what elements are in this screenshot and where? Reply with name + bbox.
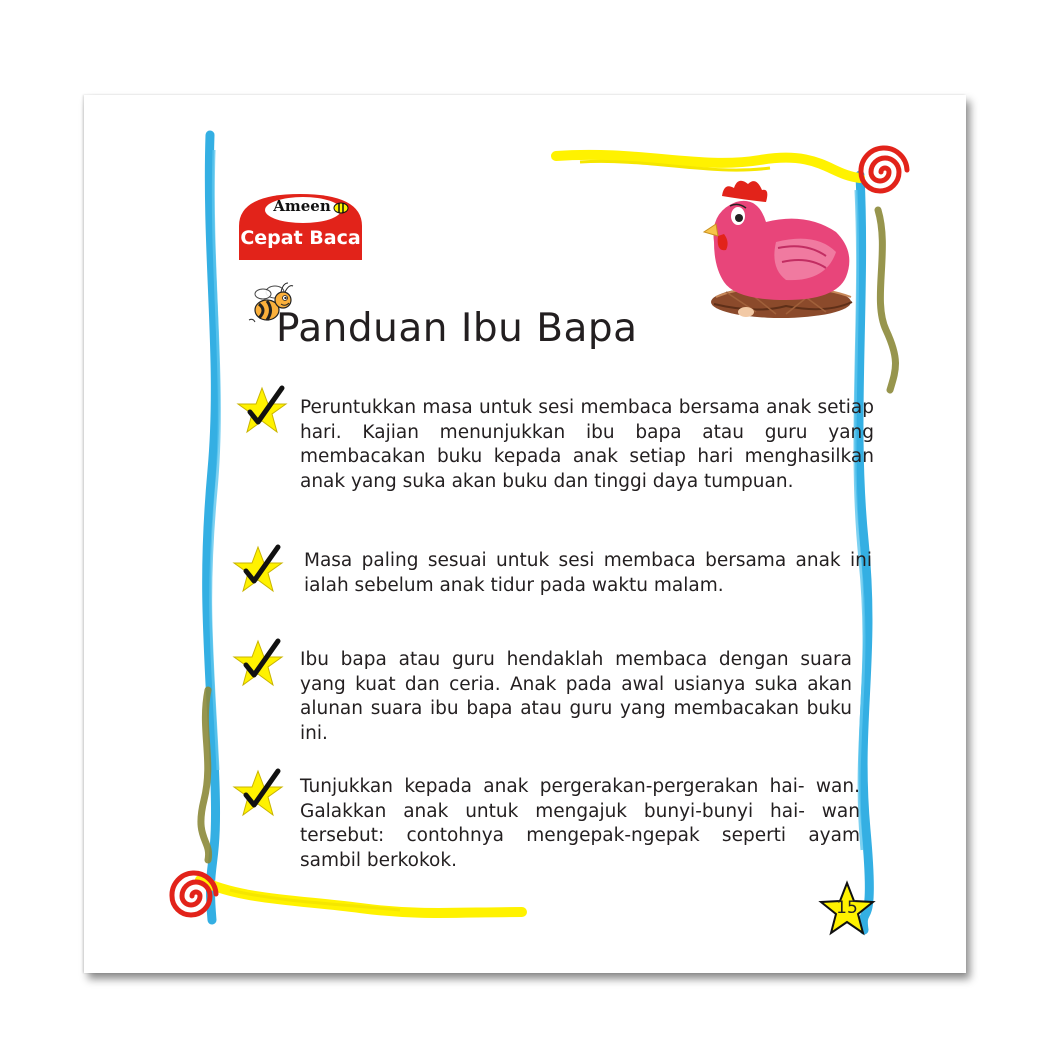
star-check-icon <box>232 541 288 597</box>
page-number-badge <box>818 880 876 938</box>
page-number: 15 <box>836 898 858 918</box>
spiral-icon-top-right <box>861 148 907 191</box>
right-olive-crayon-line <box>878 210 896 390</box>
star-check-icon <box>232 635 288 691</box>
left-olive-crayon-line <box>201 690 209 860</box>
bottom-yellow-crayon-line <box>200 880 522 913</box>
star-check-icon <box>232 765 288 821</box>
logo-brand: Ameen <box>273 197 331 215</box>
hen-illustration <box>686 172 860 332</box>
logo-series: Cepat Baca <box>240 227 361 249</box>
guide-item-3: Ibu bapa atau guru hendaklah membaca dengan suara yang kuat dan ceria. Anak pada awal usianya suka akan alunan suara ibu bapa atau guru yang membacakan buku ini. <box>300 649 852 744</box>
page-title: Panduan Ibu Bapa <box>276 306 638 351</box>
guide-item-1: Peruntukkan masa untuk sesi membaca bersama anak setiap hari. Kajian menunjukkan ibu bapa atau guru yang membacakan buku kepada anak setiap hari menghasilkan anak yang suka akan buku dan tinggi daya tumpuan. <box>300 397 874 492</box>
ameen-cepat-baca-logo <box>233 190 368 266</box>
guide-item-4: Tunjukkan kepada anak pergerakan-pergerakan hai- wan. Galakkan anak untuk mengajuk bunyi-bunyi hai- wan tersebut: contohnya mengepak-ngepak seperti ayam sambil berkokok. <box>300 776 860 871</box>
guide-item-2: Masa paling sesuai untuk sesi membaca bersama anak ini ialah sebelum anak tidur pada waktu malam. <box>304 550 872 596</box>
star-check-icon <box>236 382 292 438</box>
